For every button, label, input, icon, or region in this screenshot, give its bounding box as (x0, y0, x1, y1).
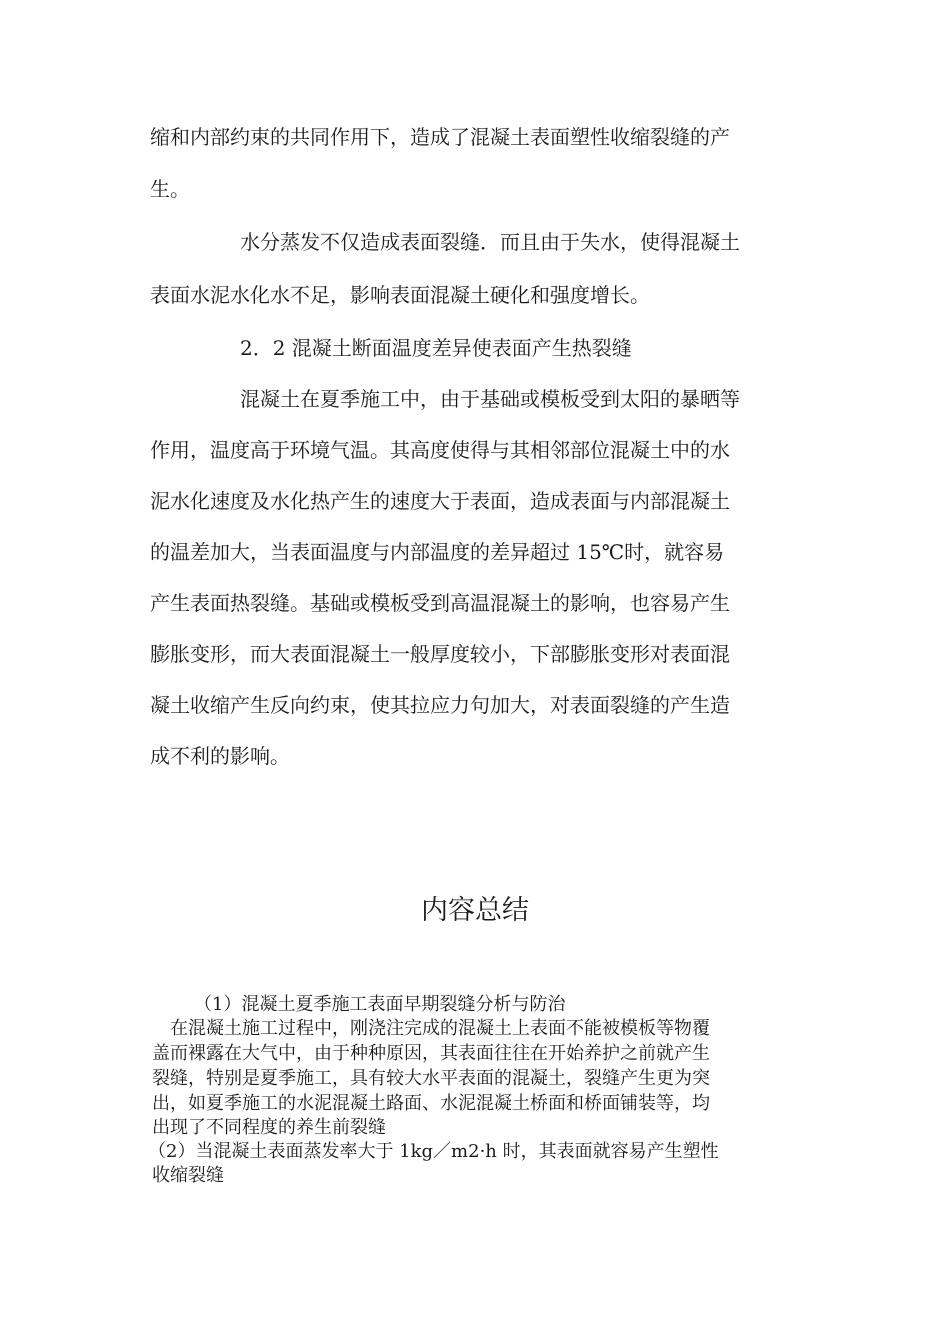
summary-line: 收缩裂缝 (152, 1165, 224, 1186)
section-heading: 2．2 混凝土断面温度差异使表面产生热裂缝 (240, 336, 632, 360)
summary-line: 出，如夏季施工的水泥混凝土路面、水泥混凝土桥面和桥面铺装等，均 (152, 1093, 710, 1114)
body-line: 生。 (150, 177, 190, 201)
summary-line: （1）混凝土夏季施工表面早期裂缝分析与防治 (194, 994, 566, 1015)
body-line: 缩和内部约束的共同作用下，造成了混凝土表面塑性收缩裂缝的产 (150, 125, 730, 149)
body-line: 泥水化速度及水化热产生的速度大于表面，造成表面与内部混凝土 (150, 489, 730, 513)
summary-line: （2）当混凝土表面蒸发率大于 1kg／m2·h 时，其表面就容易产生塑性 (148, 1141, 719, 1162)
body-line: 的温差加大，当表面温度与内部温度的差异超过 15℃时，就容易 (150, 540, 725, 564)
summary-line: 在混凝土施工过程中，刚浇注完成的混凝土上表面不能被模板等物覆 (170, 1018, 710, 1039)
body-line: 成不利的影响。 (150, 744, 290, 768)
summary-title: 内容总结 (421, 895, 529, 926)
body-line: 作用，温度高于环境气温。其高度使得与其相邻部位混凝土中的水 (150, 438, 730, 462)
summary-line: 盖而裸露在大气中，由于种种原因，其表面往往在开始养护之前就产生 (152, 1043, 710, 1064)
body-line: 水分蒸发不仅造成表面裂缝．而且由于失水，使得混凝土 (240, 230, 740, 254)
body-line: 凝土收缩产生反向约束，使其拉应力句加大，对表面裂缝的产生造 (150, 693, 730, 717)
body-line: 膨胀变形，而大表面混凝土一般厚度较小，下部膨胀变形对表面混 (150, 642, 730, 666)
body-line: 表面水泥水化水不足，影响表面混凝土硬化和强度增长。 (150, 283, 650, 307)
summary-line: 出现了不同程度的养生前裂缝 (152, 1117, 386, 1138)
summary-line: 裂缝，特别是夏季施工，具有较大水平表面的混凝土，裂缝产生更为突 (152, 1068, 710, 1089)
body-line: 混凝土在夏季施工中，由于基础或模板受到太阳的暴晒等 (240, 387, 740, 411)
body-line: 产生表面热裂缝。基础或模板受到高温混凝土的影响，也容易产生 (150, 591, 730, 615)
